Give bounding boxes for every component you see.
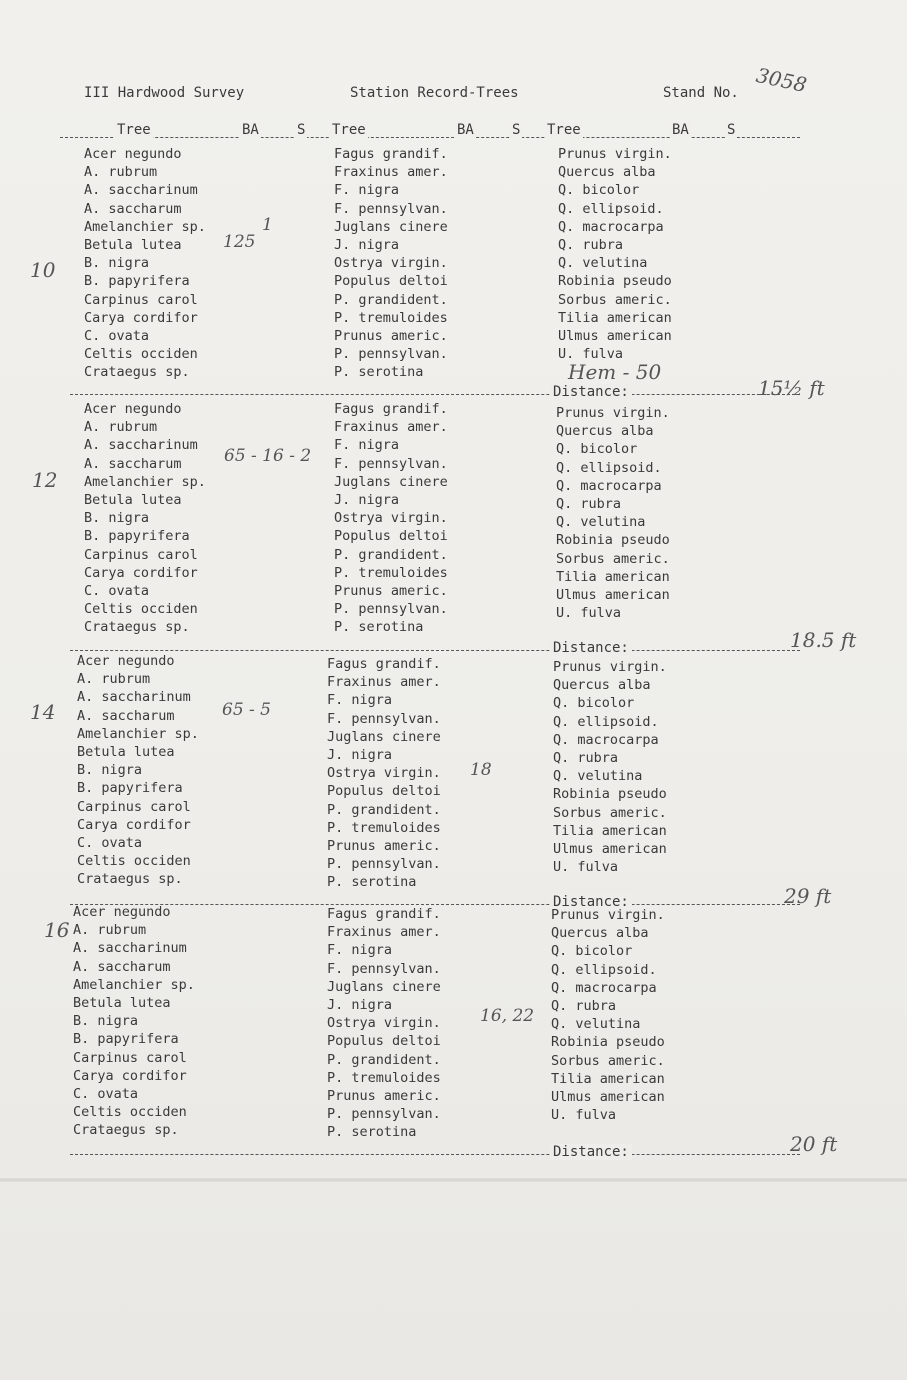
species-item: B. papyrifera (84, 528, 190, 545)
species-item: Prunus virgin. (551, 907, 665, 923)
species-item: Q. velutina (558, 255, 648, 272)
species-item: Q. ellipsoid. (556, 459, 662, 476)
species-item: Carpinus carol (84, 291, 198, 308)
species-item: F. pennsylvan. (327, 960, 441, 977)
species-item: A. rubrum (84, 419, 158, 436)
species-item: Carya cordifor (84, 309, 198, 326)
distance-label: Distance: (550, 1144, 632, 1160)
species-item: Carya cordifor (73, 1067, 187, 1084)
species-item: Amelanchier sp. (73, 976, 195, 993)
species-item: P. tremuloides (327, 819, 441, 836)
species-item: Q. rubra (558, 236, 624, 253)
species-item: A. saccharinum (84, 182, 198, 199)
species-item: A. rubrum (73, 922, 147, 939)
species-item: P. serotina (327, 874, 417, 891)
record-title: Station Record-Trees (350, 85, 519, 101)
distance-value-handwritten: 15½ ft (758, 376, 825, 400)
species-item: A. saccharum (84, 455, 182, 472)
species-column-2 (327, 905, 441, 1141)
species-item: P. tremuloides (334, 309, 448, 326)
species-item: F. pennsylvan. (327, 710, 441, 727)
species-item: Populus deltoi (327, 1033, 441, 1050)
species-item: P. pennsylvan. (334, 601, 448, 618)
distance-value-handwritten: 29 ft (784, 884, 832, 908)
species-item: Robinia pseudo (553, 786, 667, 803)
species-item: A. saccharinum (73, 940, 187, 957)
species-item: A. rubrum (84, 164, 158, 181)
species-item: Quercus alba (558, 164, 656, 181)
species-item: Celtis occiden (77, 853, 191, 870)
station-number-handwritten: 10 (30, 258, 56, 282)
col-header-ba: BA (457, 122, 474, 138)
species-column-2 (334, 145, 448, 381)
col-header-tree: Tree (547, 122, 581, 138)
species-item: Carpinus carol (73, 1049, 187, 1066)
species-item: Fraxinus amer. (327, 924, 441, 941)
species-item: Quercus alba (556, 423, 654, 440)
species-item: Q. macrocarpa (558, 218, 664, 235)
species-item: Carya cordifor (84, 564, 198, 581)
survey-title: III Hardwood Survey (84, 85, 245, 101)
species-item: C. ovata (73, 1085, 139, 1102)
species-item: Q. macrocarpa (551, 979, 657, 996)
species-item: Carpinus carol (84, 546, 198, 563)
station-number-handwritten: 14 (30, 700, 56, 724)
species-item: Crataegus sp. (73, 1122, 179, 1139)
species-item: P. grandident. (327, 1051, 441, 1068)
species-item: Celtis occiden (84, 601, 198, 618)
species-item: Ostrya virgin. (334, 255, 448, 272)
species-column-2 (334, 400, 448, 636)
species-item: Fraxinus amer. (334, 419, 448, 436)
species-item: Q. bicolor (553, 695, 635, 712)
species-item: Acer negundo (84, 401, 182, 417)
species-item: Ulmus american (551, 1088, 665, 1105)
species-item: P. pennsylvan. (334, 346, 448, 363)
hemlock-note-handwritten: Hem - 50 (568, 360, 662, 384)
species-item: Juglans cinere (327, 728, 441, 745)
ostrya-record-handwritten: 18 (470, 760, 492, 780)
species-item: Betula lutea (84, 491, 182, 508)
species-item: P. serotina (334, 364, 424, 381)
species-item: B. nigra (84, 255, 150, 272)
species-item: Fraxinus amer. (334, 164, 448, 181)
species-item: Populus deltoi (334, 273, 448, 290)
species-item: J. nigra (327, 746, 393, 763)
species-item: Juglans cinere (327, 978, 441, 995)
species-item: Sorbus americ. (558, 291, 672, 308)
species-item: C. ovata (84, 582, 150, 599)
species-item: Tilia american (553, 822, 667, 839)
species-item: J. nigra (327, 996, 393, 1013)
species-item: A. saccharum (73, 958, 171, 975)
station-number-handwritten: 16 (44, 918, 70, 942)
species-item: Juglans cinere (334, 218, 448, 235)
ostrya-record-handwritten: 16, 22 (480, 1006, 535, 1026)
species-item: Robinia pseudo (551, 1034, 665, 1051)
species-item: F. nigra (334, 182, 400, 199)
species-column-2 (327, 655, 441, 891)
species-item: U. fulva (558, 346, 624, 363)
distance-label: Distance: (550, 894, 632, 910)
distance-label: Distance: (550, 640, 632, 656)
species-column-3 (553, 658, 667, 876)
species-item: B. nigra (77, 762, 143, 779)
species-item: Q. bicolor (556, 441, 638, 458)
col-header-ba: BA (242, 122, 259, 138)
species-item: P. serotina (327, 1124, 417, 1141)
species-item: Fraxinus amer. (327, 674, 441, 691)
distance-row-4 (70, 1142, 800, 1162)
species-item: B. nigra (84, 510, 150, 527)
species-item: Acer negundo (73, 904, 171, 920)
species-item: Celtis occiden (73, 1104, 187, 1121)
species-item: P. tremuloides (334, 564, 448, 581)
species-item: Crataegus sp. (77, 871, 183, 888)
species-item: Robinia pseudo (556, 532, 670, 549)
species-item: Carpinus carol (77, 798, 191, 815)
species-item: Robinia pseudo (558, 273, 672, 290)
station-number-handwritten: 12 (32, 468, 58, 492)
species-column-3 (551, 906, 665, 1124)
species-item: A. saccharinum (84, 437, 198, 454)
species-item: Prunus americ. (334, 327, 448, 344)
species-item: A. saccharum (84, 200, 182, 217)
col-header-s: S (727, 122, 736, 138)
species-item: B. papyrifera (84, 273, 190, 290)
species-item: J. nigra (334, 236, 400, 253)
species-item: B. papyrifera (73, 1031, 179, 1048)
species-item: Tilia american (551, 1070, 665, 1087)
species-item: Juglans cinere (334, 473, 448, 490)
species-column-3 (556, 404, 670, 622)
species-item: Q. ellipsoid. (553, 713, 659, 730)
col-header-s: S (297, 122, 306, 138)
paper-fold (0, 1178, 907, 1182)
species-item: Prunus virgin. (553, 659, 667, 675)
species-item: C. ovata (77, 834, 143, 851)
species-item: Carya cordifor (77, 816, 191, 833)
species-column-1 (73, 903, 195, 1139)
species-item: P. grandident. (327, 801, 441, 818)
species-item: Q. rubra (553, 749, 619, 766)
species-item: F. nigra (327, 692, 393, 709)
species-item: P. pennsylvan. (327, 1106, 441, 1123)
distance-label: Distance: (550, 384, 632, 400)
stand-label: Stand No. (663, 85, 739, 101)
species-item: P. grandident. (334, 546, 448, 563)
species-item: Populus deltoi (327, 783, 441, 800)
species-item: Q. macrocarpa (553, 731, 659, 748)
species-item: Betula lutea (73, 994, 171, 1011)
stand-number: 3058 (754, 62, 809, 98)
species-item: Q. velutina (556, 514, 646, 531)
species-item: C. ovata (84, 327, 150, 344)
species-item: Q. rubra (551, 997, 617, 1014)
species-column-1 (84, 400, 206, 636)
species-item: Crataegus sp. (84, 619, 190, 636)
species-item: F. pennsylvan. (334, 455, 448, 472)
species-item: Fagus grandif. (327, 906, 441, 922)
species-item: Amelanchier sp. (77, 725, 199, 742)
species-item: Prunus americ. (334, 582, 448, 599)
species-item: Q. bicolor (551, 943, 633, 960)
col-header-tree: Tree (117, 122, 151, 138)
species-item: Quercus alba (551, 925, 649, 942)
species-item: U. fulva (551, 1107, 617, 1124)
species-item: A. rubrum (77, 671, 151, 688)
saccharum-record-handwritten: 65 - 16 - 2 (224, 446, 312, 466)
species-item: Fagus grandif. (327, 656, 441, 672)
species-item: Celtis occiden (84, 346, 198, 363)
species-item: P. grandident. (334, 291, 448, 308)
species-item: P. tremuloides (327, 1069, 441, 1086)
species-column-1 (84, 145, 206, 381)
species-item: P. pennsylvan. (327, 856, 441, 873)
species-item: Populus deltoi (334, 528, 448, 545)
species-item: Q. ellipsoid. (551, 961, 657, 978)
distance-value-handwritten: 20 ft (790, 1132, 838, 1156)
species-item: Tilia american (556, 568, 670, 585)
species-item: Q. ellipsoid. (558, 200, 664, 217)
species-item: F. nigra (334, 437, 400, 454)
species-item: Ostrya virgin. (334, 510, 448, 527)
distance-row-1 (70, 382, 800, 402)
species-item: A. saccharinum (77, 689, 191, 706)
species-column-1 (77, 652, 199, 888)
species-item: F. nigra (327, 942, 393, 959)
col-header-tree: Tree (332, 122, 366, 138)
species-item: Sorbus americ. (553, 804, 667, 821)
species-item: F. pennsylvan. (334, 200, 448, 217)
species-item: Q. velutina (553, 768, 643, 785)
species-item: U. fulva (556, 605, 622, 622)
species-item: Q. macrocarpa (556, 477, 662, 494)
column-headers (60, 122, 800, 142)
species-item: Acer negundo (84, 146, 182, 162)
species-item: Betula lutea (84, 236, 182, 253)
species-item: Q. bicolor (558, 182, 640, 199)
species-item: Tilia american (558, 309, 672, 326)
species-item: B. nigra (73, 1013, 139, 1030)
saccharum-record-handwritten: 65 - 5 (222, 700, 271, 720)
species-item: Prunus virgin. (556, 405, 670, 421)
col-header-ba: BA (672, 122, 689, 138)
species-item: Crataegus sp. (84, 364, 190, 381)
species-item: Sorbus americ. (551, 1052, 665, 1069)
species-item: Prunus americ. (327, 837, 441, 854)
species-item: A. saccharum (77, 707, 175, 724)
species-item: Fagus grandif. (334, 146, 448, 162)
species-item: Ulmus american (553, 840, 667, 857)
species-item: J. nigra (334, 491, 400, 508)
species-item: Prunus virgin. (558, 146, 672, 162)
species-item: P. serotina (334, 619, 424, 636)
species-item: Fagus grandif. (334, 401, 448, 417)
betula-ba-handwritten: 125 (223, 232, 256, 252)
species-item: Ostrya virgin. (327, 765, 441, 782)
distance-value-handwritten: 18.5 ft (790, 628, 857, 652)
species-column-3 (558, 145, 672, 363)
species-item: U. fulva (553, 859, 619, 876)
species-item: Quercus alba (553, 677, 651, 694)
species-item: Q. rubra (556, 495, 622, 512)
species-item: B. papyrifera (77, 780, 183, 797)
species-item: Prunus americ. (327, 1087, 441, 1104)
species-item: Ulmus american (556, 586, 670, 603)
species-item: Amelanchier sp. (84, 473, 206, 490)
species-item: Ulmus american (558, 327, 672, 344)
species-item: Q. velutina (551, 1016, 641, 1033)
species-item: Betula lutea (77, 743, 175, 760)
amelanchier-mark-handwritten: 1 (262, 215, 273, 235)
species-item: Acer negundo (77, 653, 175, 669)
species-item: Ostrya virgin. (327, 1015, 441, 1032)
species-item: Amelanchier sp. (84, 218, 206, 235)
species-item: Sorbus americ. (556, 550, 670, 567)
col-header-s: S (512, 122, 521, 138)
